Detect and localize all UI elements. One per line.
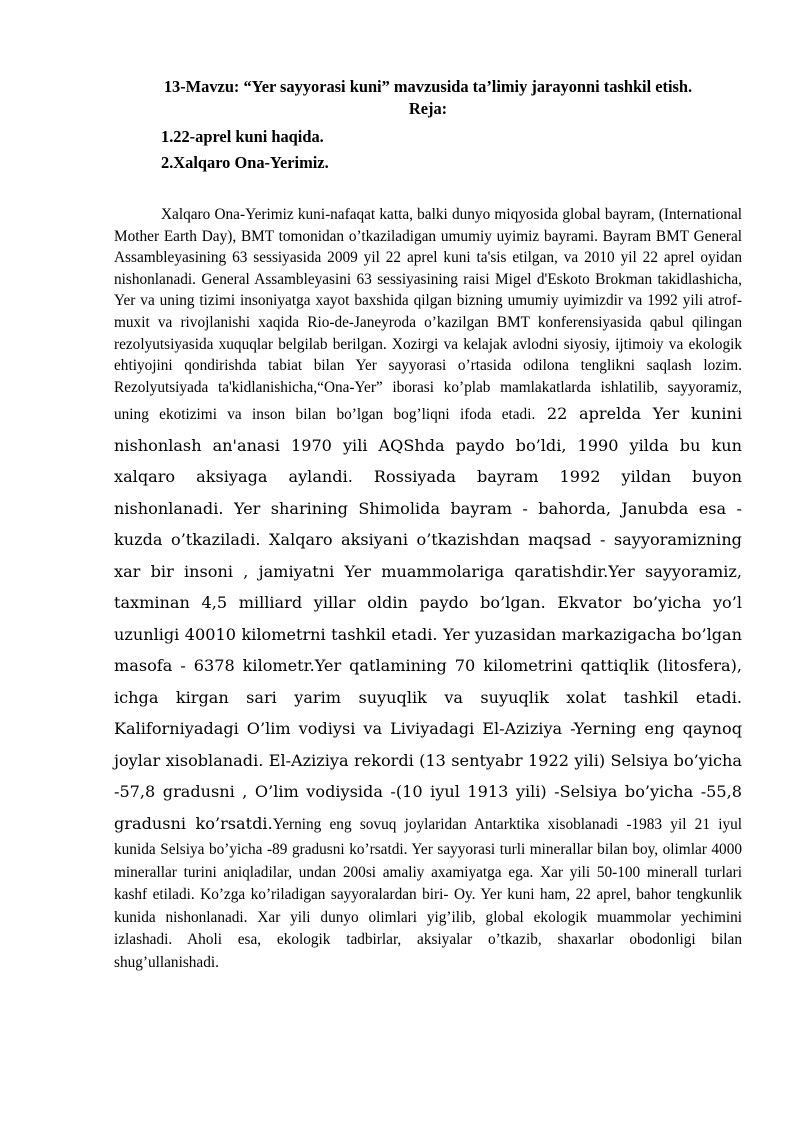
main-paragraph [114,204,742,974]
paragraph-part-2: 22 aprelda Yer kunini nishonlash an'anasi 1970 yili AQShda paydo bo’ldi, 1990 yilda bu kun xalqaro aksiyaga aylandi. Rossiyada bayram 1992 yildan buyon nishonlanadi. Yer sharining Shimolida bayram - bahorda, Janubda esa - kuzda o’tkaziladi. Xalqaro aksiyani o’tkazishdan maqsad - sayyoramizning xar bir insoni , jamiyatni Yer muammolariga qaratishdir.Yer sayyoramiz, taxminan 4,5 milliard yillar oldin paydo bo’lgan. Ekvator bo’yicha yo’l uzunligi 40010 kilometrni tashkil etadi. Yer yuzasidan markazigacha bo’lgan masofa - 6378 kilometr.Yer qatlamining 70 kilometrini qattiqlik (litosfera), ichga kirgan sari yarim suyuqlik va suyuqlik xolat tashkil etadi. Kaliforniyadagi O’lim vodiysi va Liviyadagi El-Aziziya -Yerning eng qaynoq joylar xisoblanadi. El-Aziziya rekordi (13 sentyabr 1922 yili) Selsiya bo’yicha -57,8 gradusni , O’lim vodiysida -(10 iyul 1913 yili) -Selsiya bo’yicha -55,8 gradusni ko’rsatdi. [114,404,742,833]
document-page [114,76,742,974]
plan-list [114,124,742,176]
plan-item-1: 1.22-aprel kuni haqida. [161,127,324,146]
plan-item-2: 2.Xalqaro Ona-Yerimiz. [161,153,329,172]
plan-heading: Reja: [408,99,448,118]
document-title: 13-Mavzu: “Yer sayyorasi kuni” mavzusida ta’limiy jarayonni tashkil etish. [163,77,693,96]
paragraph-part-1: Xalqaro Ona-Yerimiz kuni-nafaqat katta, balki dunyo miqyosida global bayram, (International Mother Earth Day), BMT tomonidan o’tkaziladigan umumiy uyimiz bayrami. Bayram BMT General Assambleyasining 63 sessiyasida 2009 yil 22 aprel kuni ta'sis etilgan, va 2010 yil 22 aprel oyidan nishonlanadi. General Assambleyasini 63 sessiyasining raisi Migel d'Eskoto Brokman takidlashicha, Yer va uning tizimi insoniyatga xayot baxshida qilgan bizning umumiy uyimizdir va 1992 yili atrof-muxit va rivojlanishi xaqida Rio-de-Janeyroda o’kazilgan BMT konferensiyasida qabul qilingan rezolyutsiyasida xuquqlar belgilab berilgan. Xozirgi va kelajak avlodni siyosiy, ijtimoiy va ekologik ehtiyojini qondirishda tabiat bilan Yer sayyorasi o’rtasida odilona tenglikni saqlash lozim. Rezolyutsiyada ta'kidlanishicha,“Ona-Yer” iborasi ko’plab mamlakatlarda ishlatilib, sayyoramiz, uning ekotizimi va inson bilan bo’lgan bog’liqni ifoda etadi. [114,206,742,424]
paragraph-part-3: Yerning eng sovuq joylaridan Antarktika xisoblanadi -1983 yil 21 iyul kunida Selsiya bo’yicha -89 gradusni ko’rsatdi. Yer sayyorasi turli minerallar bilan boy, olimlar 4000 minerallar turini aniqladilar, undan 200si amaliy axamiyatga ega. Xar yili 50-100 minerall turlari kashf etiladi. Ko’zga ko’riladigan sayyoralardan biri- Oy. Yer kuni ham, 22 aprel, bahor tengkunlik kunida nishonlanadi. Xar yili dunyo olimlari yig’ilib, global ekologik muammolar yechimini izlashadi. Aholi esa, ekologik tadbirlar, aksiyalar o’tkazib, shaxarlar obodonligi bilan shug’ullanishadi. [114,815,742,971]
